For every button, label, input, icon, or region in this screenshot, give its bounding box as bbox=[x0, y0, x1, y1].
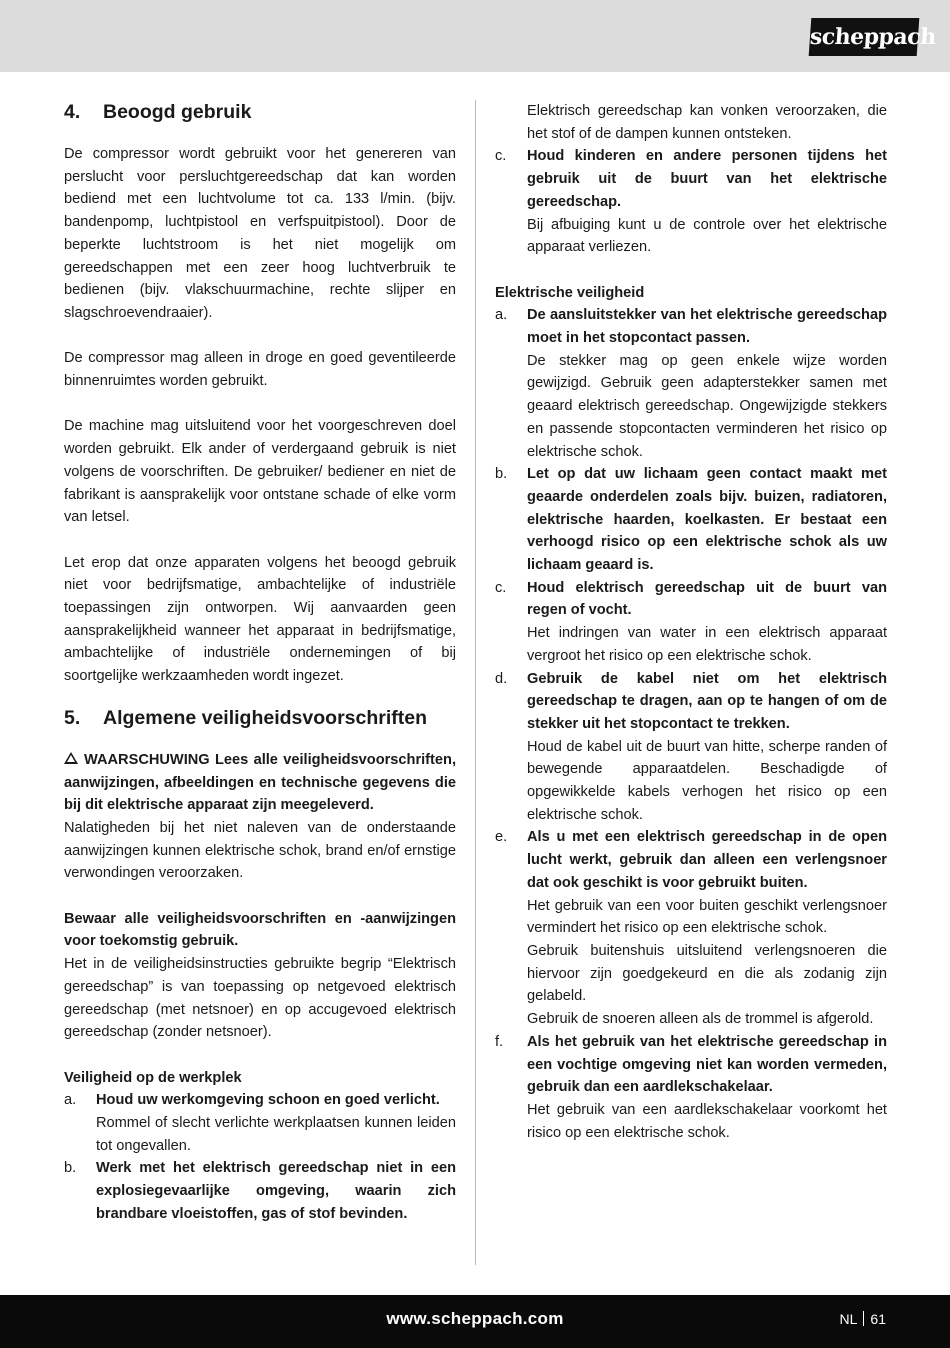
list-item-text: Het gebruik van een aardlekschakelaar voorkomt het risico op een elektrische schok. bbox=[527, 1101, 887, 1141]
website-link[interactable]: www.scheppach.com bbox=[386, 1309, 564, 1328]
section-5-heading bbox=[64, 706, 456, 730]
list-item-text: Het indringen van water in een elektrisch apparaat vergroot het risico op een elektrische schok. bbox=[527, 625, 887, 664]
subheading-workplace: Veiligheid op de werkplek bbox=[64, 1069, 242, 1086]
list-item-bold: De aansluitstekker van het elektrische gereedschap moet in het stopcontact passen. bbox=[527, 307, 887, 347]
list-item bbox=[495, 577, 887, 668]
list-item bbox=[495, 668, 887, 827]
paragraph: Nalatigheden bij het niet naleven van de onderstaande aanwijzingen kunnen elektrische schok, brand en/of ernstige verwondingen veroorzaken. bbox=[64, 819, 456, 882]
list-item-bold: Als het gebruik van het elektrische gereedschap in een vochtige omgeving niet kan worden vermeden, gebruik dan een aardlekschakelaar. bbox=[527, 1033, 887, 1096]
list-item-text: Houd de kabel uit de buurt van hitte, scherpe randen of bewegende apparaatdelen. Beschadigde of opgewikkelde kabels verhogen het risico op een elektrische schok. bbox=[527, 738, 887, 823]
list-item-text: Gebruik de snoeren alleen als de trommel is afgerold. bbox=[527, 1011, 874, 1028]
list-item-text: De stekker mag op geen enkele wijze worden gewijzigd. Gebruik geen adapterstekker samen met geaard elektrisch gereedschap. Ongewijzigde stekkers en passende stopcontacten verminderen het risico op elektrische schok. bbox=[527, 352, 887, 460]
list-item bbox=[64, 1089, 456, 1157]
list-letter: c. bbox=[495, 579, 507, 596]
list-item-bold: Als u met een elektrisch gereedschap in de open lucht werkt, gebruik dan alleen een verlengsnoer dat ook geschikt is voor gebruikt buiten. bbox=[527, 829, 887, 891]
list-letter: f. bbox=[495, 1033, 504, 1050]
page-header bbox=[0, 0, 950, 72]
list-item-text: Bij afbuiging kunt u de controle over het elektrische apparaat verliezen. bbox=[527, 216, 887, 256]
list-item-bold: Werk met het elektrisch gereedschap niet in een explosiegevaarlijke omgeving, waarin zich brandbare vloeistoffen, gas of stof bevinden. bbox=[96, 1160, 456, 1222]
left-column bbox=[64, 100, 456, 1226]
paragraph: De compressor wordt gebruikt voor het genereren van perslucht voor persluchtgereedschap dat kan worden bediend met een luchtvolume tot ca. 133 l/min. (bijv. bandenpomp, luchtpistool en verfspuitpistool). Door de beperkte luchtstroom is het niet mogelijk om gereedschappen met een zeer hoog luchtverbruik te bedienen (bijv. vlakschuurmachine, rechte slijper en slagschroevendraaier). bbox=[64, 146, 456, 321]
list-letter: a. bbox=[64, 1092, 77, 1109]
paragraph: De compressor mag alleen in droge en goed geventileerde binnenruimtes worden gebruikt. bbox=[64, 350, 456, 390]
paragraph: De machine mag uitsluitend voor het voorgeschreven doel worden gebruikt. Elk ander of verdergaand gebruik is niet volgens de voorschriften. De gebruiker/ bediener en niet de fabrikant is aansprakelijk voor ontstane schade of elke vorm van letsel. bbox=[64, 418, 456, 526]
list-item bbox=[495, 304, 887, 463]
list-letter: b. bbox=[495, 466, 508, 483]
paragraph: Het in de veiligheidsinstructies gebruikte begrip “Elektrisch gereedschap” is van toepassing op netgevoed elektrisch gereedschap (met netsnoer) en op accugevoed elektrisch gereedschap (zonder netsnoer). bbox=[64, 956, 456, 1041]
list-letter: c. bbox=[495, 148, 507, 165]
list-item-text: Elektrisch gereedschap kan vonken veroorzaken, die het stof of de dampen kunnen ontsteken. bbox=[527, 103, 887, 142]
page-indicator bbox=[840, 1311, 886, 1327]
section-4-heading bbox=[64, 100, 456, 124]
paragraph: Let erop dat onze apparaten volgens het beoogd gebruik niet voor bedrijfsmatige, ambachtelijke of industriële toepassingen zijn ontworpen. Wij aanvaarden geen aansprakelijkheid wanneer het apparaat in bedrijfsmatige, ambachtelijke of industriële ondernemingen of bij soortgelijke werkzaamheden wordt ingezet. bbox=[64, 554, 456, 685]
section-title: Beoogd gebruik bbox=[103, 101, 252, 123]
list-item bbox=[495, 463, 887, 577]
list-letter: e. bbox=[495, 829, 508, 846]
page-footer bbox=[0, 1295, 950, 1348]
list-item-bold: Houd uw werkomgeving schoon en goed verlicht. bbox=[96, 1092, 440, 1109]
brand-logo: scheppach bbox=[809, 18, 920, 56]
warning-triangle-icon bbox=[64, 752, 78, 764]
list-item-text: Het gebruik van een voor buiten geschikt verlengsnoer vermindert het risico op een elektrische schok. bbox=[527, 897, 887, 937]
column-divider bbox=[475, 100, 476, 1265]
section-number: 4. bbox=[64, 101, 81, 123]
bold-paragraph: Bewaar alle veiligheidsvoorschriften en -aanwijzingen voor toekomstig gebruik. bbox=[64, 910, 456, 950]
list-item-bold: Gebruik de kabel niet om het elektrisch gereedschap te dragen, aan op te hangen of om de stekker uit het stopcontact te trekken. bbox=[527, 670, 887, 732]
list-item-bold: Houd kinderen en andere personen tijdens het gebruik uit de buurt van het elektrische gereedschap. bbox=[527, 148, 887, 210]
list-item-text: Rommel of slecht verlichte werkplaatsen kunnen leiden tot ongevallen. bbox=[96, 1115, 456, 1154]
list-item-text: Gebruik buitenshuis uitsluitend verlengsnoeren die hiervoor zijn goedgekeurd en die als zodanig zijn gelabeld. bbox=[527, 943, 887, 1005]
page-number: 61 bbox=[870, 1311, 886, 1327]
language-code: NL bbox=[839, 1311, 858, 1327]
right-column bbox=[495, 100, 887, 1144]
list-letter: d. bbox=[495, 670, 508, 687]
list-item-bold: Let op dat uw lichaam geen contact maakt met geaarde onderdelen zoals bijv. buizen, radiatoren, elektrische haarden, koelkasten. Er bestaat een verhoogd risico op een elektrische schok als uw lichaam geaard is. bbox=[527, 466, 887, 574]
warning-text: WAARSCHUWING Lees alle veiligheidsvoorschriften, aanwijzingen, afbeeldingen en technische gegevens die bij dit elektrische apparaat zijn meegeleverd. bbox=[64, 751, 456, 814]
list-item bbox=[495, 1031, 887, 1145]
section-number: 5. bbox=[64, 706, 81, 729]
subheading-electrical: Elektrische veiligheid bbox=[495, 284, 645, 301]
list-letter: b. bbox=[64, 1160, 77, 1177]
list-item bbox=[495, 826, 887, 1030]
separator bbox=[863, 1311, 864, 1326]
list-item bbox=[495, 145, 887, 259]
warning-paragraph bbox=[64, 749, 456, 817]
list-item bbox=[64, 1157, 456, 1225]
list-letter: a. bbox=[495, 307, 508, 324]
section-title: Algemene veiligheidsvoorschriften bbox=[103, 706, 428, 729]
list-item-bold: Houd elektrisch gereedschap uit de buurt van regen of vocht. bbox=[527, 579, 887, 619]
